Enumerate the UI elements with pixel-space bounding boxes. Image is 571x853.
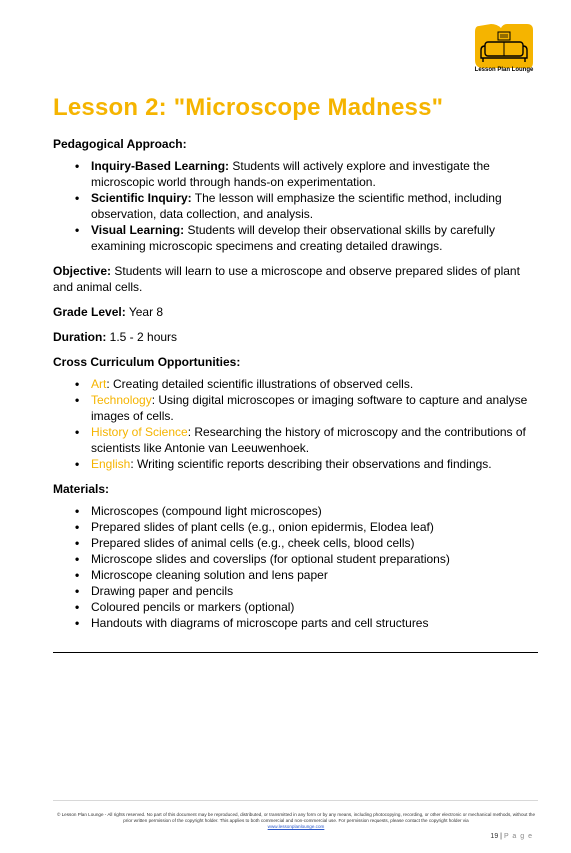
list-item: • Inquiry-Based Learning: Students will actively explore and investigate the microscopic world through hands-on experimentation. — [91, 158, 543, 190]
list-item: • Technology: Using digital microscopes or imaging software to capture and analyse images of cells. — [91, 392, 543, 424]
list-item: • Visual Learning: Students will develop their observational skills by carefully examining microscopic specimens and creating detailed drawings. — [91, 222, 543, 254]
page-number: 19 | P a g e — [490, 833, 533, 840]
list-item: • Handouts with diagrams of microscope parts and cell structures — [91, 615, 543, 631]
duration: Duration: 1.5 - 2 hours — [53, 330, 178, 344]
list-item: • Microscope slides and coverslips (for optional student preparations) — [91, 551, 543, 567]
list-item: • Microscope cleaning solution and lens paper — [91, 567, 543, 583]
grade-level: Grade Level: Year 8 — [53, 305, 164, 319]
footer-divider — [53, 800, 538, 801]
list-item: • English: Writing scientific reports describing their observations and findings. — [91, 456, 543, 472]
section-divider — [53, 652, 538, 653]
list-item: • Art: Creating detailed scientific illustrations of observed cells. — [91, 376, 543, 392]
lesson-content — [53, 136, 543, 640]
list-item: • Coloured pencils or markers (optional) — [91, 599, 543, 615]
pedagogical-list — [53, 158, 543, 254]
list-item: • Prepared slides of animal cells (e.g., cheek cells, blood cells) — [91, 535, 543, 551]
page-title: Lesson 2: "Microscope Madness" — [53, 94, 444, 121]
list-item: • Microscopes (compound light microscopes) — [91, 503, 543, 519]
pedagogical-heading: Pedagogical Approach: — [53, 137, 187, 151]
list-item: • History of Science: Researching the history of microscopy and the contributions of scientists like Antonie van Leeuwenhoek. — [91, 424, 543, 456]
objective: Objective: Students will learn to use a microscope and observe prepared slides of plant and animal cells. — [53, 264, 520, 294]
materials-heading: Materials: — [53, 482, 110, 496]
list-item: • Drawing paper and pencils — [91, 583, 543, 599]
cross-curriculum-list — [53, 376, 543, 472]
website-link[interactable]: www.lessonplanlounge.com — [267, 824, 325, 829]
list-item: • Prepared slides of plant cells (e.g., onion epidermis, Elodea leaf) — [91, 519, 543, 535]
copyright-notice: © Lesson Plan Lounge - All rights reserved. No part of this document may be reproduced, distributed, or transmitted in any form or by any means, including photocopying, recording, or other electronic or mechanical methods, without the prior written permission of the copyright holder. This applies to both commercial and non-commercial use. For permission requests, please contact the copyright holder via www.lessonplanlounge.com — [56, 812, 536, 829]
logo-text: Lesson Plan Lounge — [474, 67, 534, 73]
lesson-plan-lounge-logo — [473, 22, 535, 70]
materials-list — [53, 503, 543, 631]
list-item: • Scientific Inquiry: The lesson will emphasize the scientific method, including observation, data collection, and analysis. — [91, 190, 543, 222]
cross-curriculum-heading: Cross Curriculum Opportunities: — [53, 355, 241, 369]
